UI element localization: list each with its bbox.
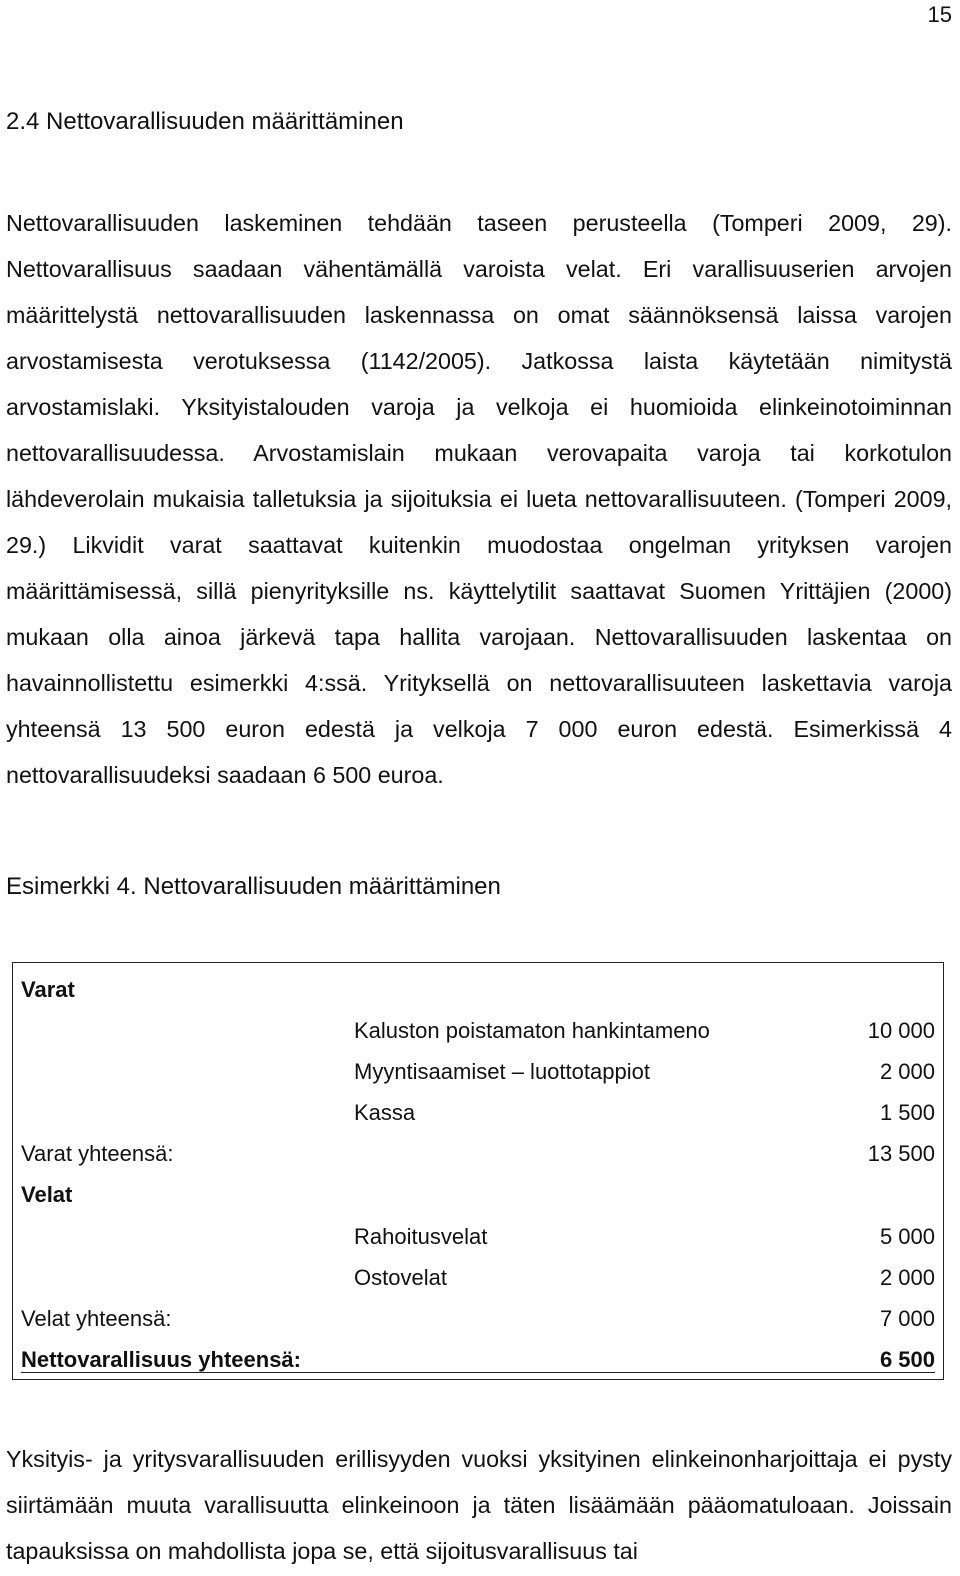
closing-paragraph: Yksityis- ja yritysvarallisuuden erillisyyden vuoksi yksityinen elinkeinonharjoittaja ei pysty siirtämään muuta varallisuutta elinkeinoon ja täten lisäämään pääomatuloaan. Joissain tapauksissa on mahdollista jopa se, että sijoitusvarallisuus tai bbox=[6, 1446, 952, 1564]
assets-total-row bbox=[13, 1133, 943, 1174]
asset-item: Myyntisaamiset – luottotappiot bbox=[354, 1059, 650, 1084]
net-total-row bbox=[13, 1339, 943, 1380]
example-caption: Esimerkki 4. Nettovarallisuuden määrittäminen bbox=[6, 873, 501, 900]
liabilities-total-label: Velat yhteensä: bbox=[21, 1306, 172, 1331]
assets-heading: Varat bbox=[21, 977, 75, 1002]
assets-heading-row bbox=[13, 969, 943, 1010]
asset-amount: 10 000 bbox=[867, 1018, 935, 1043]
net-total-underline bbox=[21, 1372, 935, 1373]
asset-row bbox=[13, 1051, 943, 1092]
liability-row bbox=[13, 1257, 943, 1298]
net-worth-example-table bbox=[12, 962, 944, 1380]
asset-item: Kassa bbox=[354, 1100, 416, 1125]
net-total-label: Nettovarallisuus yhteensä: bbox=[21, 1347, 301, 1372]
page-number: 15 bbox=[927, 2, 952, 27]
liability-item: Rahoitusvelat bbox=[354, 1224, 488, 1249]
liability-amount: 2 000 bbox=[879, 1265, 935, 1290]
asset-row bbox=[13, 1092, 943, 1133]
liabilities-heading: Velat bbox=[21, 1182, 73, 1207]
liabilities-total-row bbox=[13, 1298, 943, 1339]
liabilities-total-amount: 7 000 bbox=[879, 1306, 935, 1331]
liability-row bbox=[13, 1216, 943, 1257]
asset-amount: 1 500 bbox=[879, 1100, 935, 1125]
asset-item: Kaluston poistamaton hankintameno bbox=[354, 1018, 710, 1043]
section-heading: 2.4 Nettovarallisuuden määrittäminen bbox=[6, 108, 404, 135]
intro-paragraph: Nettovarallisuuden laskeminen tehdään taseen perusteella (Tomperi 2009, 29). Nettovarallisuus saadaan vähentämällä varoista velat. Eri varallisuuserien arvojen määrittelystä nettovarallisuuden laskennassa on omat säännöksensä laissa varojen arvostamisesta verotuksessa (1142/2005). Jatkossa laista käytetään nimitystä arvostamislaki. Yksityistalouden varoja ja velkoja ei huomioida elinkeinotoiminnan nettovarallisuudessa. Arvostamislain mukaan verovapaita varoja tai korkotulon lähdeverolain mukaisia talletuksia ja sijoituksia ei lueta nettovarallisuuteen. (Tomperi 2009, 29.) Likvidit varat saattavat kuitenkin muodostaa ongelman yrityksen varojen määrittämisessä, sillä pienyrityksille ns. käyttelytilit saattavat Suomen Yrittäjien (2000) mukaan olla ainoa järkevä tapa hallita varojaan. Nettovarallisuuden laskentaa on havainnollistettu esimerkki 4:ssä. Yrityksellä on nettovarallisuuteen laskettavia varoja yhteensä 13 500 euron edestä ja velkoja 7 000 euron edestä. Esimerkissä 4 nettovarallisuudeksi saadaan 6 500 euroa. bbox=[6, 210, 952, 788]
asset-row bbox=[13, 1010, 943, 1051]
liability-amount: 5 000 bbox=[879, 1224, 935, 1249]
assets-total-amount: 13 500 bbox=[867, 1141, 935, 1166]
asset-amount: 2 000 bbox=[879, 1059, 935, 1084]
liability-item: Ostovelat bbox=[354, 1265, 447, 1290]
assets-total-label: Varat yhteensä: bbox=[21, 1141, 174, 1166]
net-total-amount: 6 500 bbox=[879, 1347, 935, 1372]
liabilities-heading-row bbox=[13, 1174, 943, 1215]
